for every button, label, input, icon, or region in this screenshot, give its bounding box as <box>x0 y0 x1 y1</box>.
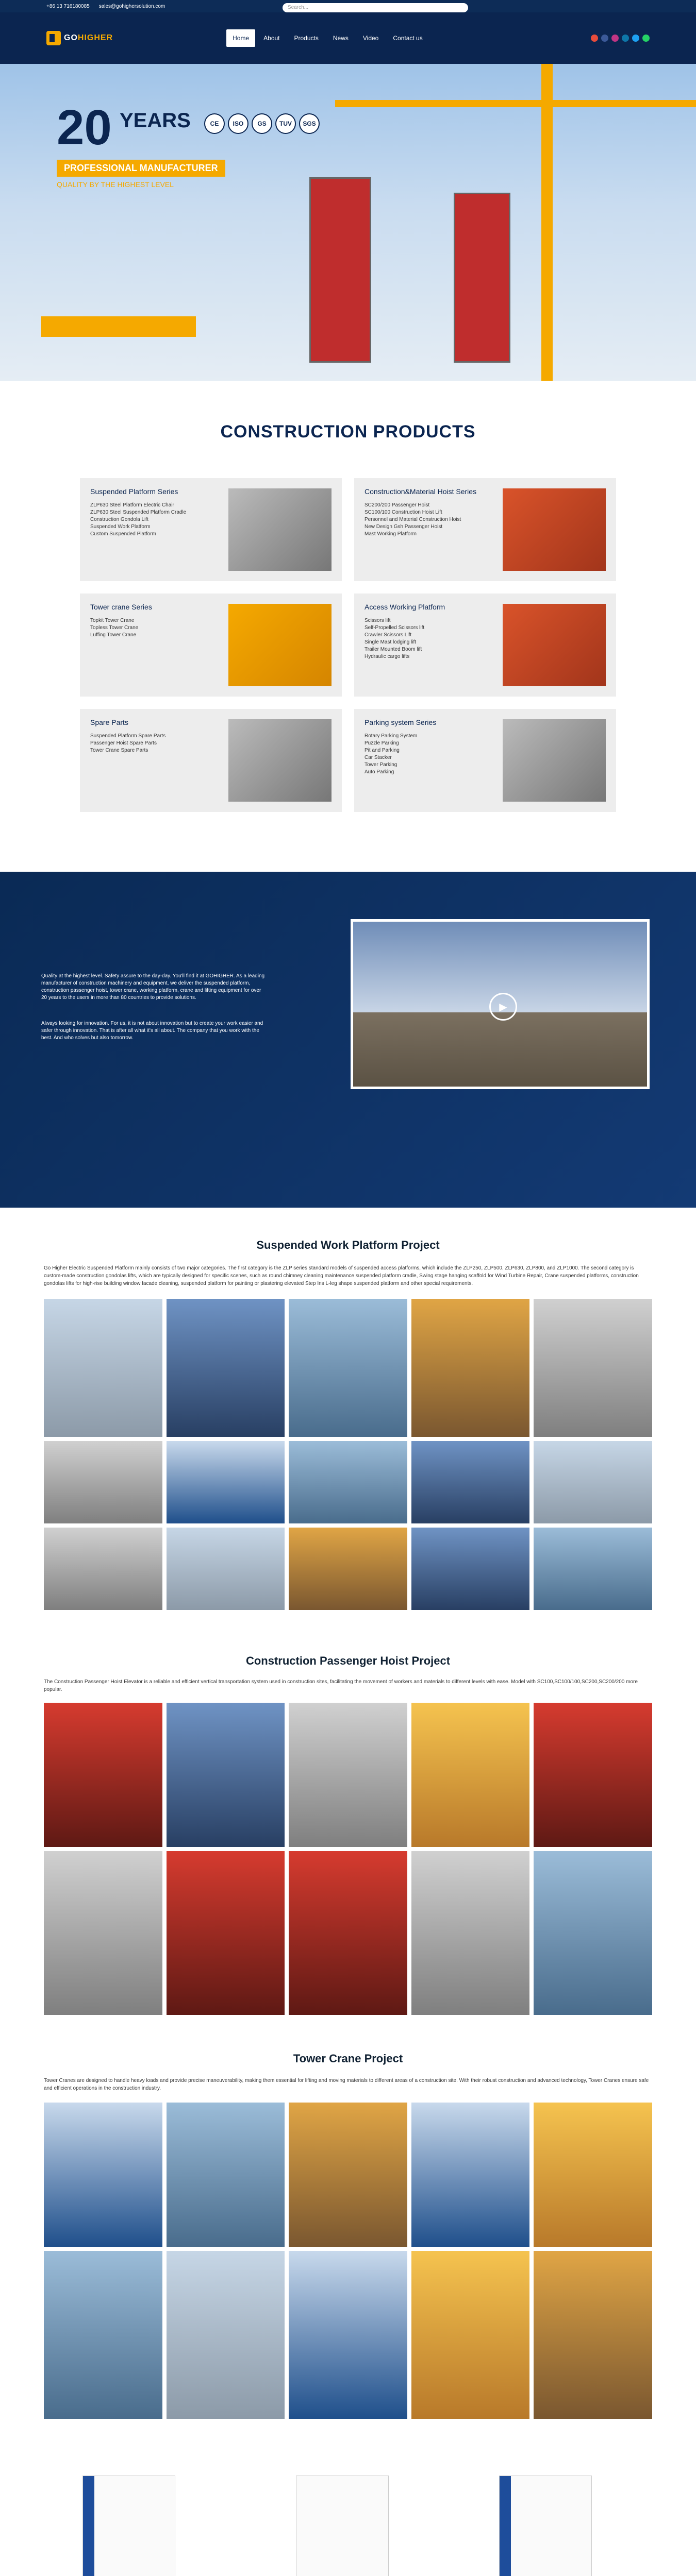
cert-badge: CE <box>204 113 225 134</box>
cert-badge: ISO <box>228 113 248 134</box>
section-title: Tower Crane Project <box>293 2052 403 2065</box>
cert-badges <box>204 113 320 134</box>
cert-badge: GS <box>252 113 272 134</box>
category-card[interactable]: Spare Parts Suspended Platform Spare Parts Passenger Hoist Spare Parts Tower Crane Spare Parts <box>80 709 342 812</box>
product-image <box>503 488 606 571</box>
project-photo[interactable] <box>411 1528 530 1610</box>
certificate-image[interactable] <box>296 2476 389 2576</box>
project-photo[interactable] <box>534 1299 652 1437</box>
project-photo[interactable] <box>534 2103 652 2247</box>
project-photo[interactable] <box>44 1299 162 1437</box>
play-icon[interactable]: ▶ <box>489 993 517 1021</box>
products-title: CONSTRUCTION PRODUCTS <box>220 422 476 442</box>
project-gallery <box>44 2103 652 2419</box>
project-photo[interactable] <box>167 1851 285 2015</box>
about-section <box>0 872 696 1208</box>
cert-badge: SGS <box>299 113 320 134</box>
section-title: Construction Passenger Hoist Project <box>245 1654 451 1667</box>
phone-text[interactable]: +86 13 716180085 <box>46 3 90 9</box>
nav-home[interactable]: Home <box>226 29 255 47</box>
project-photo[interactable] <box>167 2103 285 2247</box>
main-nav <box>226 29 429 47</box>
project-photo[interactable] <box>411 1299 530 1437</box>
project-photo[interactable] <box>534 1851 652 2015</box>
nav-products[interactable]: Products <box>294 35 319 42</box>
certificate-image[interactable] <box>499 2476 592 2576</box>
project-photo[interactable] <box>289 2251 407 2419</box>
category-card[interactable]: Tower crane Series Topkit Tower Crane Topless Tower Crane Luffing Tower Crane <box>80 594 342 697</box>
project-photo[interactable] <box>411 2251 530 2419</box>
project-photo[interactable] <box>167 1299 285 1437</box>
project-photo[interactable] <box>289 1703 407 1847</box>
nav-news[interactable]: News <box>333 35 349 42</box>
platform-image <box>41 316 196 337</box>
project-photo[interactable] <box>289 1851 407 2015</box>
section-text: The Construction Passenger Hoist Elevator is a reliable and efficient vertical transportation system used in construction sites, facilitating the movement of workers and materials to different levels with ease. Model with SC100,SC100/100,SC200,SC200/200 more popular. <box>44 1679 638 1692</box>
category-card[interactable]: Parking system Series Rotary Parking System Puzzle Parking Pit and Parking Car Stacker Tower Parking Auto Parking <box>354 709 616 812</box>
project-gallery <box>44 1703 652 2015</box>
social-links <box>591 35 650 42</box>
project-photo[interactable] <box>44 1703 162 1847</box>
project-photo[interactable] <box>534 1441 652 1523</box>
search-input[interactable]: Search... <box>283 3 468 12</box>
nav-video[interactable]: Video <box>362 35 379 42</box>
project-photo[interactable] <box>44 2251 162 2419</box>
project-photo[interactable] <box>167 2251 285 2419</box>
cert-badge: TUV <box>275 113 296 134</box>
section-text: Go Higher Electric Suspended Platform mainly consists of two major categories. The first category is the ZLP series standard models of suspended access platforms, which include the ZLP250, ZLP500, ZLP630, ZLP800, and ZLP1000. The second category is custom-made construction gondolas lifts, which are typically designed for specific scenes, such as round chimney cleaning maintenance suspended platform cradle, Swing stage hanging scaffold for Wind Turbine Repair, Crane suspended platforms, construction gondolas lifts for high-rise building window facade cleaning, suspended platform for painting or plastering elevated Step Ins L-leg shape suspended platform and other special requirements. <box>44 1265 639 1286</box>
category-card[interactable]: Access Working Platform Scissors lift Self-Propelled Scissors lift Crawler Scissors Lift Single Mast lodging lift Trailer Mounted Boom lift Hydraulic cargo lifts <box>354 594 616 697</box>
twitter-icon[interactable] <box>632 35 639 42</box>
product-image <box>503 719 606 802</box>
product-image <box>503 604 606 686</box>
project-photo[interactable] <box>534 1703 652 1847</box>
logo[interactable]: GOHIGHER <box>46 31 113 45</box>
nav-contact[interactable]: Contact us <box>393 35 423 42</box>
project-photo[interactable] <box>289 2103 407 2247</box>
project-photo[interactable] <box>167 1528 285 1610</box>
section-title: Suspended Work Platform Project <box>256 1239 440 1251</box>
project-gallery <box>44 1299 652 1610</box>
tower-crane-image <box>541 64 553 381</box>
project-photo[interactable] <box>44 1441 162 1523</box>
about-text: Always looking for innovation. For us, it is not about innovation but to create your work easier and safer through innovation. That is after all what it's all about. The company that you work with the best. And who solves but also tomorrow. <box>41 1021 263 1041</box>
project-photo[interactable] <box>289 1299 407 1437</box>
company-video[interactable] <box>351 919 650 1089</box>
product-categories <box>80 478 616 812</box>
crane-jib-image <box>335 100 696 107</box>
project-photo[interactable] <box>44 1528 162 1610</box>
hoist-tower-image <box>309 177 371 363</box>
nav-about[interactable]: About <box>263 35 280 42</box>
project-photo[interactable] <box>411 1441 530 1523</box>
youtube-icon[interactable] <box>591 35 598 42</box>
logo-mark-icon <box>46 31 61 45</box>
project-photo[interactable] <box>167 1441 285 1523</box>
facebook-icon[interactable] <box>601 35 608 42</box>
product-image <box>228 604 332 686</box>
project-photo[interactable] <box>289 1441 407 1523</box>
instagram-icon[interactable] <box>611 35 619 42</box>
about-text: Quality at the highest level. Safety assure to the day-day. You'll find it at GOHIGHER. As a leading manufacturer of construction machinery and equipment, we deliver the suspended platform, construction passenger hoist, tower crane, working platform, crane and lifting equipment for over 20 years to the users in more than 80 countries to provide solutions. <box>41 973 265 1001</box>
project-photo[interactable] <box>534 2251 652 2419</box>
project-photo[interactable] <box>167 1703 285 1847</box>
project-photo[interactable] <box>44 1851 162 2015</box>
hero-badge: PROFESSIONAL MANUFACTURER <box>57 160 225 177</box>
linkedin-icon[interactable] <box>622 35 629 42</box>
certificate-image[interactable] <box>82 2476 175 2576</box>
email-text[interactable]: sales@gohighersolution.com <box>98 3 165 9</box>
hoist-tower-image <box>454 193 510 363</box>
project-photo[interactable] <box>534 1528 652 1610</box>
hero-banner <box>0 64 696 381</box>
project-photo[interactable] <box>411 1851 530 2015</box>
product-image <box>228 488 332 571</box>
whatsapp-icon[interactable] <box>642 35 650 42</box>
hero-years-word: YEARS <box>120 109 191 132</box>
project-photo[interactable] <box>44 2103 162 2247</box>
project-photo[interactable] <box>411 2103 530 2247</box>
certificates-carousel <box>0 2419 696 2576</box>
product-image <box>228 719 332 802</box>
project-photo[interactable] <box>411 1703 530 1847</box>
category-card[interactable]: Construction&Material Hoist Series SC200/200 Passenger Hoist SC100/100 Construction Hoist Lift Personnel and Material Construction Hoist New Design Gsh Passenger Hoist Mast Working Platform <box>354 478 616 581</box>
hero-years-number: 20 <box>57 100 112 155</box>
hero-subtitle: QUALITY BY THE HIGHEST LEVEL <box>57 180 174 189</box>
category-card[interactable]: Suspended Platform Series ZLP630 Steel Platform Electric Chair ZLP630 Steel Suspended Platform Cradle Construction Gondola Lift Suspended Work Platform Custom Suspended Platform <box>80 478 342 581</box>
section-text: Tower Cranes are designed to handle heavy loads and provide precise maneuverability, making them essential for lifting and moving materials to different areas of a construction site. With their robust construction and advanced technology, Tower Cranes ensure safe and efficient operations in the construction industry. <box>44 2078 649 2091</box>
project-photo[interactable] <box>289 1528 407 1610</box>
